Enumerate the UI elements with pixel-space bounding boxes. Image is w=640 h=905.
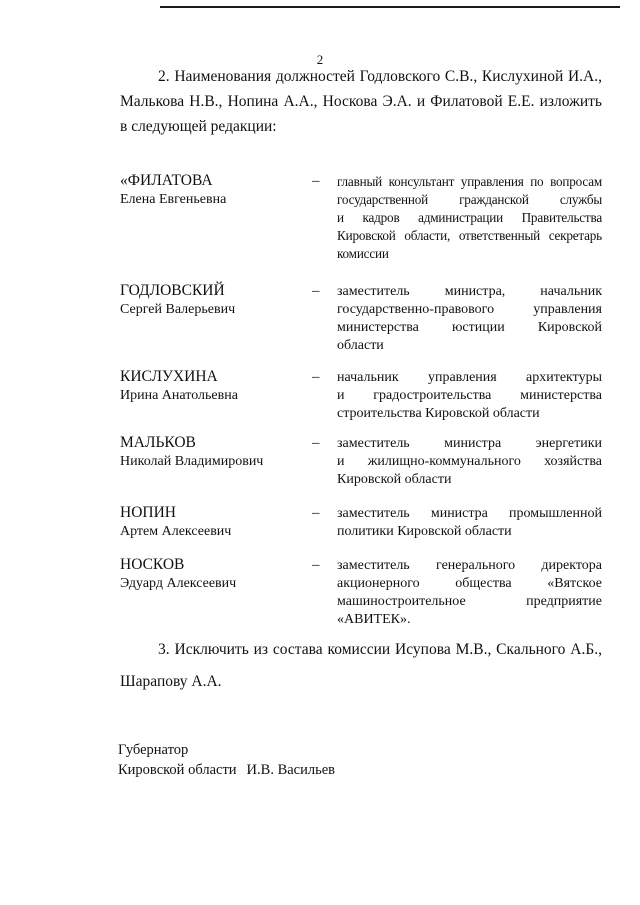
member-given-names: Николай Владимирович [120, 454, 264, 469]
member-position [337, 283, 602, 355]
position-line: машиностроительное предприятие [337, 594, 602, 609]
list-dash: – [312, 505, 320, 521]
page-number: 2 [316, 52, 324, 67]
member-given-names: Эдуард Алексеевич [120, 576, 237, 591]
position-line: министерства юстиции Кировской [337, 320, 602, 335]
position-line: и жилищно-коммунального хозяйства [337, 454, 602, 469]
position-line: начальник управления архитектуры [337, 370, 602, 385]
signatory-name: И.В. Васильев [246, 762, 335, 778]
list-dash: – [312, 557, 320, 573]
position-line: «АВИТЕК». [337, 612, 411, 627]
member-surname: НОПИН [120, 504, 176, 521]
position-line: и градостроительства министерства [337, 388, 602, 403]
section-2-line: 2. Наименования должностей Годловского С.В., Кислухиной И.А., [158, 68, 602, 85]
section-3-line: Шарапову А.А. [120, 673, 222, 690]
position-line: главный консультант управления по вопросам [337, 174, 602, 189]
member-surname: ГОДЛОВСКИЙ [120, 282, 225, 299]
member-position [337, 435, 602, 489]
position-line: заместитель министра промышленной [337, 506, 602, 521]
section-2-line: в следующей редакции: [120, 118, 277, 135]
member-given-names: Артем Алексеевич [120, 524, 232, 539]
member-given-names: Ирина Анатольевна [120, 388, 238, 403]
position-line: государственно-правового управления [337, 302, 602, 317]
section-2-paragraph [120, 64, 602, 139]
member-position [337, 369, 602, 423]
section-2-line: Малькова Н.В., Нопина А.А., Носкова Э.А. и Филатовой Е.Е. изложить [120, 93, 602, 110]
position-line: акционерного общества «Вятское [337, 576, 602, 591]
position-line: и кадров администрации Правительства [337, 210, 602, 225]
top-border-line [160, 6, 620, 8]
position-line: политики Кировской области [337, 524, 512, 539]
position-line: Кировской области [337, 472, 452, 487]
member-position [337, 173, 602, 263]
member-surname: КИСЛУХИНА [120, 368, 218, 385]
member-surname: «ФИЛАТОВА [120, 172, 213, 189]
member-surname: НОСКОВ [120, 556, 185, 573]
position-line: заместитель министра, начальник [337, 284, 602, 299]
position-line: Кировской области, ответственный секретарь [337, 228, 602, 243]
member-position [337, 557, 602, 629]
section-3-paragraph [120, 634, 602, 698]
signatory-region: Кировской области [118, 762, 237, 778]
list-dash: – [312, 283, 320, 299]
position-line: заместитель министра энергетики [337, 436, 602, 451]
member-given-names: Сергей Валерьевич [120, 302, 236, 317]
position-line: строительства Кировской области [337, 406, 540, 421]
position-line: комиссии [337, 246, 389, 261]
member-given-names: Елена Евгеньевна [120, 192, 227, 207]
signature-block [118, 740, 335, 780]
position-line: заместитель генерального директора [337, 558, 602, 573]
list-dash: – [312, 435, 320, 451]
member-surname: МАЛЬКОВ [120, 434, 196, 451]
position-line: государственной гражданской службы [337, 192, 602, 207]
signatory-title: Губернатор [118, 742, 189, 758]
list-dash: – [312, 173, 320, 189]
member-position [337, 505, 602, 541]
position-line: области [337, 338, 384, 353]
signatory-region-line [118, 760, 335, 780]
section-3-line: 3. Исключить из состава комиссии Исупова М.В., Скального А.Б., [158, 641, 602, 658]
list-dash: – [312, 369, 320, 385]
